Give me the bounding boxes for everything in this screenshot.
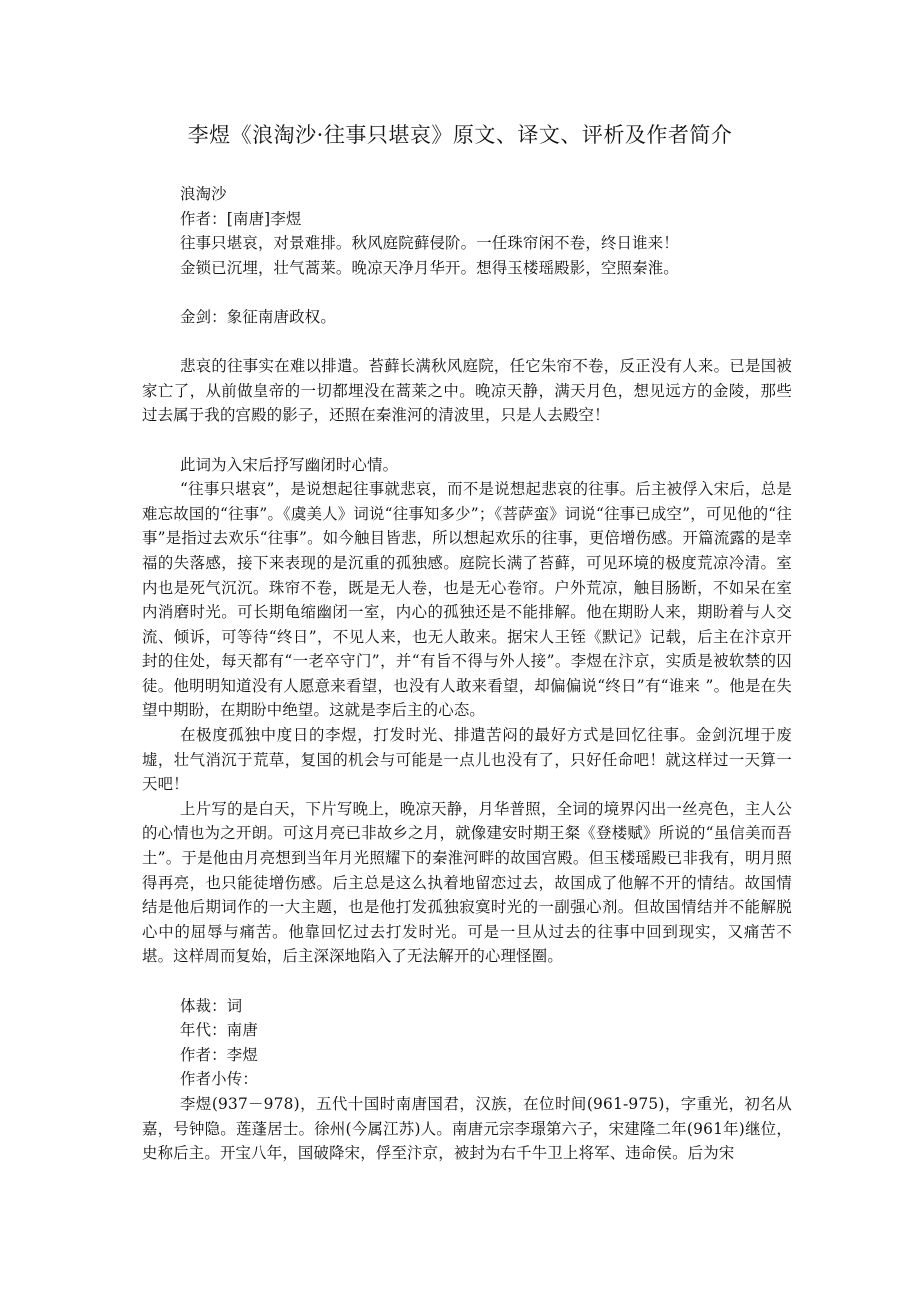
info-genre: 体裁：词 — [180, 996, 243, 1015]
analysis-paragraph-1: “往事只堪哀”，是说想起往事就悲哀，而不是说想起悲哀的往事。后主被俘入宋后，总是难忘故国的“往事”。《虞美人》词说“往事知多少”；《菩萨蛮》词说“往事已成空”，可见他的“往事”是指过去欢乐“往事”。如今触目皆悲，所以想起欢乐的往事，更倍增伤感。开篇流露的是幸福的失落感，接下来表现的是沉重的孤独感。庭院长满了苔藓，可见环境的极度荒凉冷清。室内也是死气沉沉。珠帘不卷，既是无人卷，也是无心卷帘。户外荒凉，触目肠断，不如呆在室内消磨时光。可长期龟缩幽闭一室，内心的孤独还是不能排解。他在期盼人来，期盼着与人交流、倾诉，可等待“终日”，不见人来，也无人敢来。据宋人王铚《默记》记载，后主在汴京开封的住处，每天都有“一老卒守门”，并“有旨不得与外人接”。李煜在汴京，实质是被软禁的囚徒。他明明知道没有人愿意来看望，也没有人敢来看望，却偏偏说“终日”有“谁来 ”。他是在失望中期盼，在期盼中绝望。这就是李后主的心态。 — [142, 480, 792, 720]
annotation-note: 金剑：象征南唐政权。 — [180, 307, 336, 326]
poem-name: 浪淘沙 — [180, 185, 227, 203]
page-title: 李煜《浪淘沙·往事只堪哀》原文、译文、评析及作者简介 — [187, 123, 733, 147]
poem-line-2: 金锁已沉埋，壮气蒿莱。晚凉天净月华开。想得玉楼瑶殿影，空照秦淮。 — [180, 258, 679, 277]
analysis-intro: 此词为入宋后抒写幽闭时心情。 — [180, 455, 399, 474]
analysis-paragraph-3: 上片写的是白天，下片写晚上，晚凉天静，月华普照，全词的境界闪出一丝亮色，主人公的心情也为之开朗。可这月亮已非故乡之月，就像建安时期王粲《登楼赋》所说的“虽信美而吾土”。于是他由月亮想到当年月光照耀下的秦淮河畔的故国宫殿。但玉楼瑶殿已非我有，明月照得再亮，也只能徒增伤感。后主总是这么执着地留恋过去，故国成了他解不开的情结。故国情结是他后期词作的一大主题，也是他打发孤独寂寞时光的一副强心剂。但故国情结并不能解脱心中的屈辱与痛苦。他靠回忆过去打发时光。可是一旦从过去的往事中回到现实，又痛苦不堪。这样周而复始，后主深深地陷入了无法解开的心理怪圈。 — [142, 799, 792, 966]
analysis-paragraph-2: 在极度孤独中度日的李煜，打发时光、排遣苦闷的最好方式是回忆往事。金剑沉埋于废墟，壮气消沉于荒草，复国的机会与可能是一点儿也没有了，只好任命吧！就这样过一天算一天吧！ — [142, 726, 792, 794]
author-bio-paragraph: 李煜(937－978)，五代十国时南唐国君，汉族，在位时间(961-975)，字重光，初名从嘉，号钟隐。莲蓬居士。徐州(今属江苏)人。南唐元宗李璟第六子，宋建隆二年(961年)继位，史称后主。开宝八年，国破降宋，俘至汴京，被封为右千牛卫上将军、违命侯。后为宋 — [142, 1094, 792, 1163]
info-bio-label: 作者小传： — [180, 1070, 258, 1089]
info-author: 作者：李煜 — [180, 1045, 258, 1064]
document-body — [142, 182, 792, 1166]
info-era: 年代：南唐 — [180, 1021, 258, 1040]
translation-paragraph: 悲哀的往事实在难以排遣。苔藓长满秋风庭院，任它朱帘不卷，反正没有人来。已是国被家亡了，从前做皇帝的一切都埋没在蒿莱之中。晚凉天静，满天月色，想见远方的金陵，那些过去属于我的宫殿的影子，还照在秦淮河的清波里，只是人去殿空！ — [142, 357, 792, 425]
poem-line-1: 往事只堪哀，对景难排。秋风庭院藓侵阶。一任珠帘闲不卷，终日谁来！ — [180, 234, 679, 253]
poem-author: 作者：[南唐]李煜 — [180, 209, 302, 228]
